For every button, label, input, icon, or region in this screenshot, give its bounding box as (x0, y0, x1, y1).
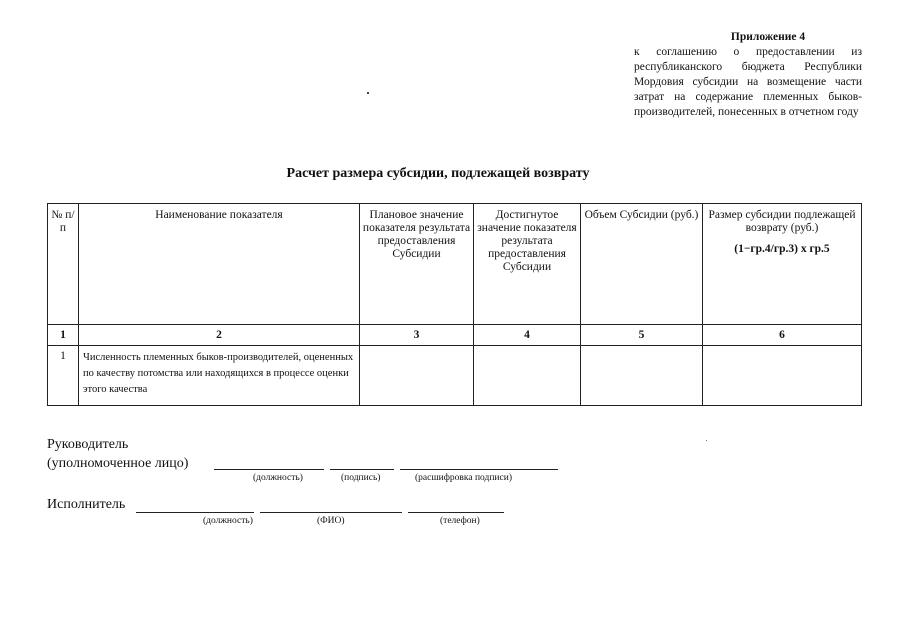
row-name-cell: Численность племенных быков-производителей, оцененных по качеству потомства или находящихся в процессе оценки этого качества (79, 346, 360, 406)
head-decoding-line (400, 469, 558, 470)
column-number-row (48, 325, 862, 346)
scan-speck (367, 92, 369, 94)
appendix-text: к соглашению о предоставлении из республиканского бюджета Республики Мордовия субсидии на возмещение части затрат на содержание племенных быков-производителей, понесенных в отчетном году (634, 46, 862, 118)
header-cell-name: Наименование показателя (79, 204, 360, 325)
column-number: 2 (79, 325, 360, 346)
row-achieved-cell (474, 346, 581, 406)
head-label: Руководитель (47, 437, 129, 452)
executor-fio-caption: (ФИО) (317, 516, 345, 526)
column-number: 6 (703, 325, 862, 346)
appendix-title: Приложение 4 (730, 31, 806, 43)
head-position-caption: (должность) (253, 473, 303, 483)
executor-fio-line (260, 512, 402, 513)
header-cell-volume: Объем Субсидии (руб.) (581, 204, 703, 325)
scan-speck (706, 440, 707, 441)
executor-phone-line (408, 512, 504, 513)
row-refund-cell (703, 346, 862, 406)
header-refund-label: Размер субсидии подлежащей возврату (руб.) (708, 209, 856, 234)
head-signature-caption: (подпись) (341, 473, 381, 483)
header-cell-achieved: Достигнутое значение показателя результата предоставления Субсидии (474, 204, 581, 325)
executor-position-line (136, 512, 254, 513)
column-number: 1 (48, 325, 79, 346)
head-position-line (214, 469, 324, 470)
refund-formula: (1−гр.4/гр.3) х гр.5 (734, 243, 830, 255)
subsidy-calculation-table (47, 203, 862, 406)
header-cell-plan: Плановое значение показателя результата предоставления Субсидии (360, 204, 474, 325)
row-num-cell: 1 (48, 346, 79, 406)
executor-label: Исполнитель (47, 497, 126, 512)
document-title: Расчет размера субсидии, подлежащей возврату (286, 166, 590, 181)
appendix-block (634, 30, 862, 120)
header-cell-num: № п/п (48, 204, 79, 325)
row-plan-cell (360, 346, 474, 406)
head-decoding-caption: (расшифровка подписи) (415, 473, 512, 483)
column-number: 3 (360, 325, 474, 346)
table-header-row (48, 204, 862, 325)
table-row (48, 346, 862, 406)
executor-position-caption: (должность) (203, 516, 253, 526)
header-cell-refund (703, 204, 862, 325)
column-number: 5 (581, 325, 703, 346)
head-authorized-label: (уполномоченное лицо) (47, 456, 189, 471)
row-volume-cell (581, 346, 703, 406)
executor-phone-caption: (телефон) (440, 516, 480, 526)
column-number: 4 (474, 325, 581, 346)
head-signature-line (330, 469, 394, 470)
